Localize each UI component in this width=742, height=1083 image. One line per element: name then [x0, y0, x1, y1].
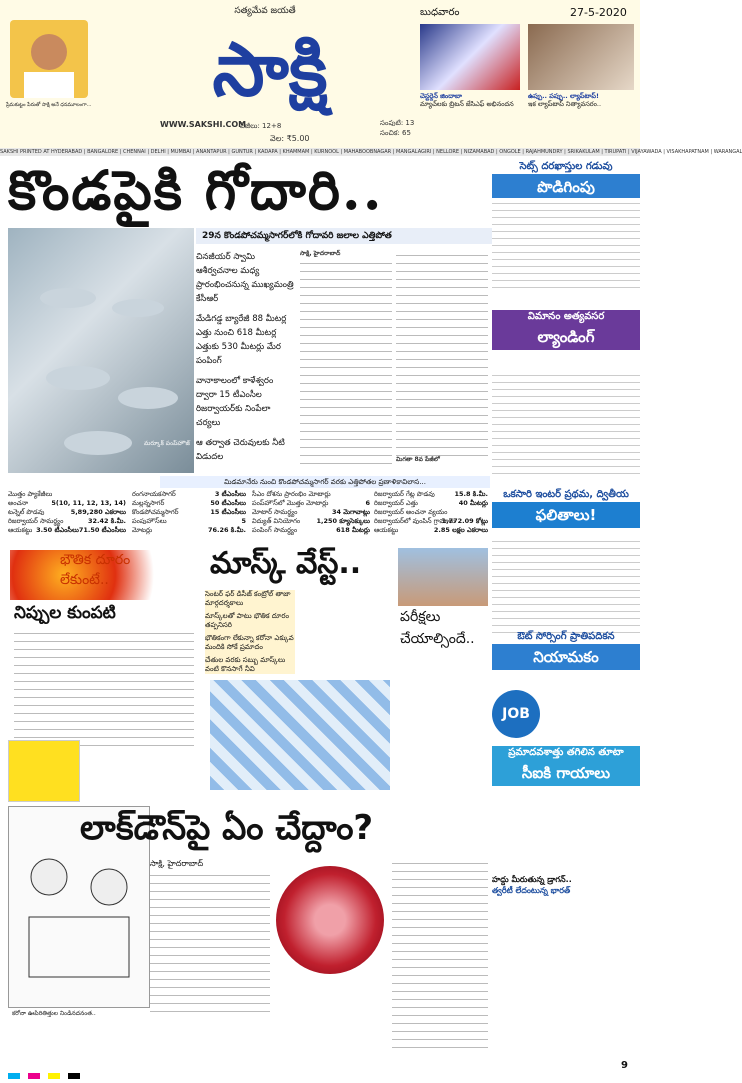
- volume: సంపుటి: 13: [380, 119, 415, 127]
- continued[interactable]: మిగతా 8వ పేజీలో: [396, 456, 440, 463]
- sidebar-pre: విమానం అత్యవసర: [492, 310, 640, 324]
- text-lines: [300, 258, 392, 470]
- table-row: మోటార్ సామర్థ్యం 34 మెగావాట్లు: [252, 508, 370, 516]
- table-row: పంపింగ్ సామర్థ్యం 618 మీటర్లు: [252, 526, 370, 534]
- mask-bullet-4: చేతుల వరకు సబ్బు మాస్క్‌లు వంటి కొనసాగే నీవి: [205, 656, 286, 673]
- lockdown-text-1: [150, 858, 270, 1018]
- caption-bar: మిడమానేరు నుంచి కొండపోచమ్మసాగర్ వరకు ఎత్తిపోతల ప్రణాళికావిలాస...: [160, 476, 490, 488]
- sidebar-item[interactable]: [492, 160, 640, 200]
- sidebar-pre: ఒకసారి ఇంటర్ ప్రథమ, ద్వితీయ: [503, 489, 629, 500]
- table-row: రిజర్వాయర్ సామర్థ్యం 71.50 టీఎంసీలు: [8, 517, 126, 534]
- masthead-portrait: [10, 20, 88, 98]
- boutika-head: భౌతిక దూరం లేకుంటే..: [60, 552, 131, 588]
- pumphouse-icon: [8, 228, 194, 473]
- pages-count: పేజీలు: 12+8: [240, 122, 282, 130]
- mask-headline: మాస్క్ వేస్ట్..: [210, 546, 362, 581]
- sidebar-pre: సెట్స్ దరఖాస్తుల గడువు: [519, 161, 613, 172]
- bullet-2: మేడిగడ్డ బ్యారేజీ 88 మీటర్ల ఎత్తు నుంచి 618 మీటర్ల ఎత్తుకు 530 మీటర్లు మేర పంపింగ్: [196, 314, 287, 366]
- advertisement[interactable]: [8, 740, 80, 802]
- mask-bullet-1: సెంటర్ ఫర్ డిసీజ్ కంట్రోల్ తాజా మార్గదర్శకాలు: [205, 590, 291, 607]
- table-col-2: [132, 490, 246, 535]
- lockdown-byline: సాక్షి, హైదరాబాద్: [150, 858, 270, 870]
- table-row: ఆయకట్టు 3.50 టీఎంసీలు: [8, 526, 79, 534]
- logo: సాక్షి: [212, 27, 328, 113]
- website: WWW.SAKSHI.COM: [160, 120, 247, 129]
- mask-bullets: [205, 590, 295, 674]
- mask-bullet-3: భౌతికంగా లేకున్నా కరోనా ఎక్కువ మందికి సోకే ప్రమాదం: [205, 634, 294, 651]
- mask-bullet-2: మాస్క్‌లతో పాటు భౌతిక దూరం తప్పనిసరి: [205, 612, 290, 629]
- bullet-3: వానాకాలంలో కాళేశ్వరం ద్వారా 15 టీఎంసీల రిజర్వాయర్‌కు నింపేలా చర్యలు: [196, 376, 274, 428]
- sidebar-item[interactable]: [492, 746, 640, 786]
- sidebar-title: సీఐకి గాయాలు: [492, 760, 640, 786]
- table-row: రిజర్వాయర్ ఎత్తు 40 మీటర్లు: [374, 499, 488, 507]
- teaser-image-1: [420, 24, 520, 90]
- sidebar-item[interactable]: [492, 310, 640, 350]
- table-row: సీఎం దోశను ప్రారంభిం మోటార్లు: [252, 490, 331, 498]
- table-row: విద్యుత్ వినియోగం 1,250 క్యూసెక్కులు: [252, 517, 370, 525]
- table-row: రంగనాయకసాగర్ 3 టీఎంసీలు: [132, 490, 246, 498]
- main-headline: కొండపైకి గోదారి..: [8, 158, 384, 222]
- volume-info: [380, 118, 414, 138]
- teaser-1-text: మ్యాచ్‌లకు బ్రిటన్ జేసిఎఫ్ అభినందన: [420, 100, 514, 108]
- nippula-head: నిప్పుల కుంపటి: [14, 603, 116, 623]
- table-row: మొత్తం ప్యాకేజీలు 5(10, 11, 12, 13, 14): [8, 490, 126, 507]
- teaser-1[interactable]: [420, 92, 524, 108]
- table-row: కొండపోచమ్మసాగర్ 15 టీఎంసీలు: [132, 508, 246, 516]
- table-row: టన్నెల్ పొడవు 32.42 కి.మీ.: [8, 508, 126, 525]
- portrait-icon: [10, 20, 88, 98]
- table-row: అంచనా 5,89,280 ఎకరాలు: [8, 499, 126, 516]
- table-col-3: [252, 490, 370, 535]
- ticker: SAKSHI PRINTED AT HYDERABAD | BANGALORE | CHENNAI | DELHI | MUMBAI | ANANTAPUR | GUNTUR | KADAPA | KHAMMAM | KURNOOL | MAHABOOBNAGAR | MANGALAGIRI | NELLORE | NIZAMABAD | ONGOLE | RAJAHMUNDRY | SRIKAKULAM | TIRUPATI | VIJAYAWADA | VISAKHAPATNAM | WARANGAL: [0, 149, 742, 155]
- table-row: మల్లన్నసాగర్ 50 టీఎంసీలు: [132, 499, 246, 507]
- main-subhead: 29న కొండపోచమ్మసాగర్‌లోకి గోదావరి జలాల ఎత్తిపోత: [196, 228, 492, 244]
- exam-headline: పరీక్షలు చేయాల్సిందే..: [400, 609, 475, 647]
- main-byline: సాక్షి, హైదరాబాద్: [300, 250, 341, 257]
- lockdown-text-2: [392, 858, 488, 1048]
- teaser-2-text: ఇక ల్యాప్‌టాప్ నిత్యావసరం..: [528, 100, 602, 108]
- table-col-4: [374, 490, 488, 535]
- sidebar-item[interactable]: [492, 630, 640, 670]
- table-row: రిజర్వాయర్‌లో వుంపిన్ గ్రామాలు: [374, 517, 456, 525]
- table-row: రిజర్వాయర్ గేట్ల పొడవు 15.8 కి.మీ.: [374, 490, 488, 498]
- sidebar-title: త్వరీటీ లేదంటున్న భారత్: [492, 886, 571, 895]
- main-body-col1: [300, 250, 392, 470]
- page-number: 9: [621, 1060, 628, 1071]
- sidebar-item[interactable]: [492, 874, 640, 896]
- main-body-col2: [396, 250, 488, 470]
- distance-graphic: [210, 680, 390, 790]
- table-row: ఆయకట్టు 2.85 లక్షల ఎకరాలు: [374, 526, 488, 534]
- job-icon: JOB: [492, 690, 540, 738]
- tagline: సత్యమేవ జయతే: [234, 6, 296, 16]
- price: వెల: ₹5.00: [270, 134, 310, 143]
- teaser-image-2: [528, 24, 634, 90]
- table-row: రిజర్వాయర్ అంచనా వ్యయం 1,772.09 కోట్లు: [374, 508, 488, 525]
- table-row: మోటర్లు 76.26 కి.మీ.: [132, 526, 246, 534]
- text-lines: [396, 250, 488, 456]
- sidebar-item[interactable]: [492, 488, 640, 528]
- sidebar-text: [492, 536, 640, 636]
- bullet-1: చినజీయర్ స్వామి ఆశీర్వచనాల మధ్య ప్రారంభించనున్న ముఖ్యమంత్రి కేసీఆర్: [196, 252, 294, 304]
- teaser-2[interactable]: [528, 92, 636, 108]
- nippula-text: [14, 628, 194, 748]
- coronavirus-icon: [276, 866, 384, 974]
- table-col-1: [8, 490, 126, 535]
- sidebar-text: [492, 198, 640, 288]
- table-row: పంపుహౌస్‌లు 5: [132, 517, 246, 525]
- cartoon-caption: కరోనా ఊపిరితిత్తుల నిండినదనంత..: [12, 1010, 96, 1017]
- photo-caption: ప్రేమకుట్టం పేరుతో సాక్షి అనే ధనమూలంగా...: [6, 102, 92, 108]
- sidebar-pre: ఔట్ సోర్సింగ్ ప్రాతిపదికన: [517, 631, 615, 642]
- pumphouse-photo: [8, 228, 194, 473]
- teaser-1-label: చెస్టర్డెన్ జిందాబా: [420, 92, 462, 100]
- footer: [0, 1060, 640, 1075]
- issue: సంచిక: 65: [380, 129, 411, 137]
- highcourt-photo: [398, 548, 488, 606]
- table-row: పంప్‌హౌస్‌లో మొత్తం మోటార్లు 6: [252, 499, 370, 507]
- registration-marks: [8, 1064, 88, 1083]
- sidebar-title: ఫలితాలు!: [492, 502, 640, 528]
- sidebar-text: [492, 370, 640, 480]
- sidebar-pre: ప్రమాదవశాత్తు తగిలిన తూటా: [492, 746, 640, 760]
- sidebar-title: ల్యాండింగ్: [492, 324, 640, 350]
- teaser-2-label: ఉప్పు.. పప్పు.. ల్యాప్‌టాప్!: [528, 92, 599, 100]
- main-bullets: [196, 250, 296, 470]
- bullet-4: ఆ తర్వాత చెరువులకు నీటి విడుదల: [196, 438, 285, 462]
- lockdown-headline: లాక్‌డౌన్‌పై ఏం చేద్దాం?: [80, 808, 374, 848]
- date-day: బుధవారం: [420, 7, 460, 18]
- sidebar-pre: హద్దు మీరుతున్న డ్రాగన్..: [492, 875, 572, 884]
- sidebar-title: నియామకం: [492, 644, 640, 670]
- sidebar-title: పొడిగింపు: [492, 174, 640, 200]
- photo-label: మర్కూక్ పంప్‌హౌజ్: [144, 440, 190, 447]
- date: 27-5-2020: [570, 6, 627, 19]
